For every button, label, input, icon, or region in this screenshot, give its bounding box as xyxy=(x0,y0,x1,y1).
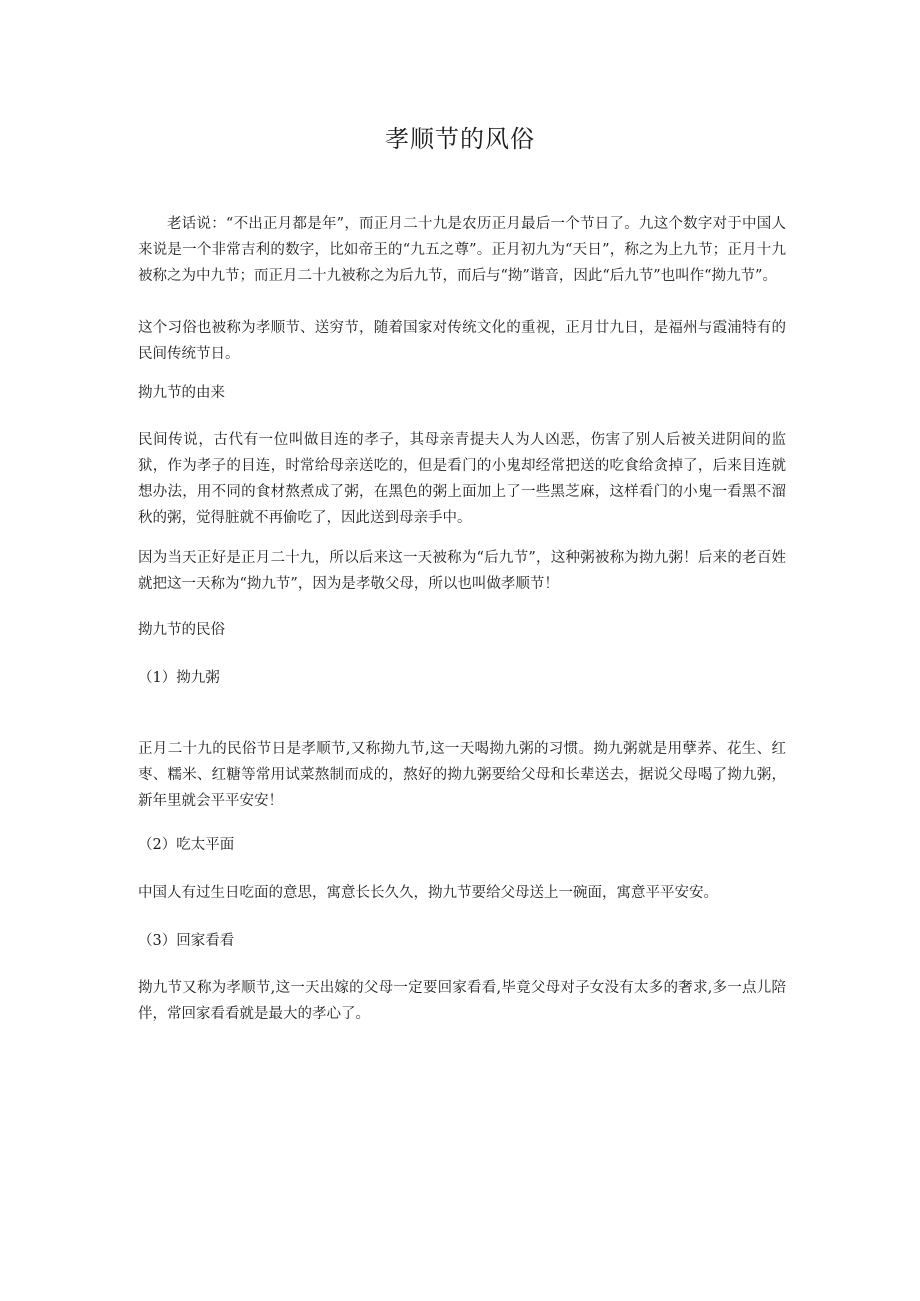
origin-heading: 拗九节的由来 xyxy=(138,385,225,401)
document-title: 孝顺节的风俗 xyxy=(385,125,535,153)
intro-paragraph-2: 这个习俗也被称为孝顺节、送穷节，随着国家对传统文化的重视，正月廿九日，是福州与霞浦特有的民间传统节日。 xyxy=(138,320,786,362)
customs-heading: 拗九节的民俗 xyxy=(138,622,225,638)
custom-3-heading: （3）回家看看 xyxy=(138,933,235,949)
origin-paragraph-2: 因为当天正好是正月二十九，所以后来这一天被称为“后九节”，这种粥被称为拗九粥！后来的老百姓就把这一天称为“拗九节”，因为是孝敬父母，所以也叫做孝顺节！ xyxy=(138,550,786,592)
custom-2-text: 中国人有过生日吃面的意思，寓意长长久久，拗九节要给父母送上一碗面，寓意平平安安。 xyxy=(138,885,718,901)
custom-1-text: 正月二十九的民俗节日是孝顺节,又称拗九节,这一天喝拗九粥的习惯。拗九粥就是用孽荞、花生、红枣、糯米、红糖等常用试菜熬制而成的，熬好的拗九粥要给父母和长辈送去，据说父母喝了拗九粥，新年里就会平平安安！ xyxy=(138,741,786,809)
custom-2-heading: （2）吃太平面 xyxy=(138,837,235,853)
custom-3-text: 拗九节又称为孝顺节,这一天出嫁的父母一定要回家看看,毕竟父母对子女没有太多的奢求,多一点儿陪伴，常回家看看就是最大的孝心了。 xyxy=(138,980,786,1022)
origin-paragraph-1: 民间传说，古代有一位叫做目连的孝子，其母亲青提夫人为人凶恶，伤害了别人后被关进阴间的监狱，作为孝子的目连，时常给母亲送吃的，但是看门的小鬼却经常把送的吃食给贪掉了，后来目连就想办法，用不同的食材熬煮成了粥，在黑色的粥上面加上了一些黑芝麻，这样看门的小鬼一看黑不溜秋的粥，觉得脏就不再偷吃了，因此送到母亲手中。 xyxy=(138,432,786,526)
intro-paragraph-1: 老话说：“不出正月都是年”，而正月二十九是农历正月最后一个节日了。九这个数字对于中国人来说是一个非常吉利的数字，比如帝王的“九五之尊”。正月初九为“天日”，称之为上九节；正月十九被称之为中九节；而正月二十九被称之为后九节，而后与“拗”谐音，因此“后九节”也叫作“拗九节”。 xyxy=(138,216,786,284)
custom-1-heading: （1）拗九粥 xyxy=(138,670,220,686)
